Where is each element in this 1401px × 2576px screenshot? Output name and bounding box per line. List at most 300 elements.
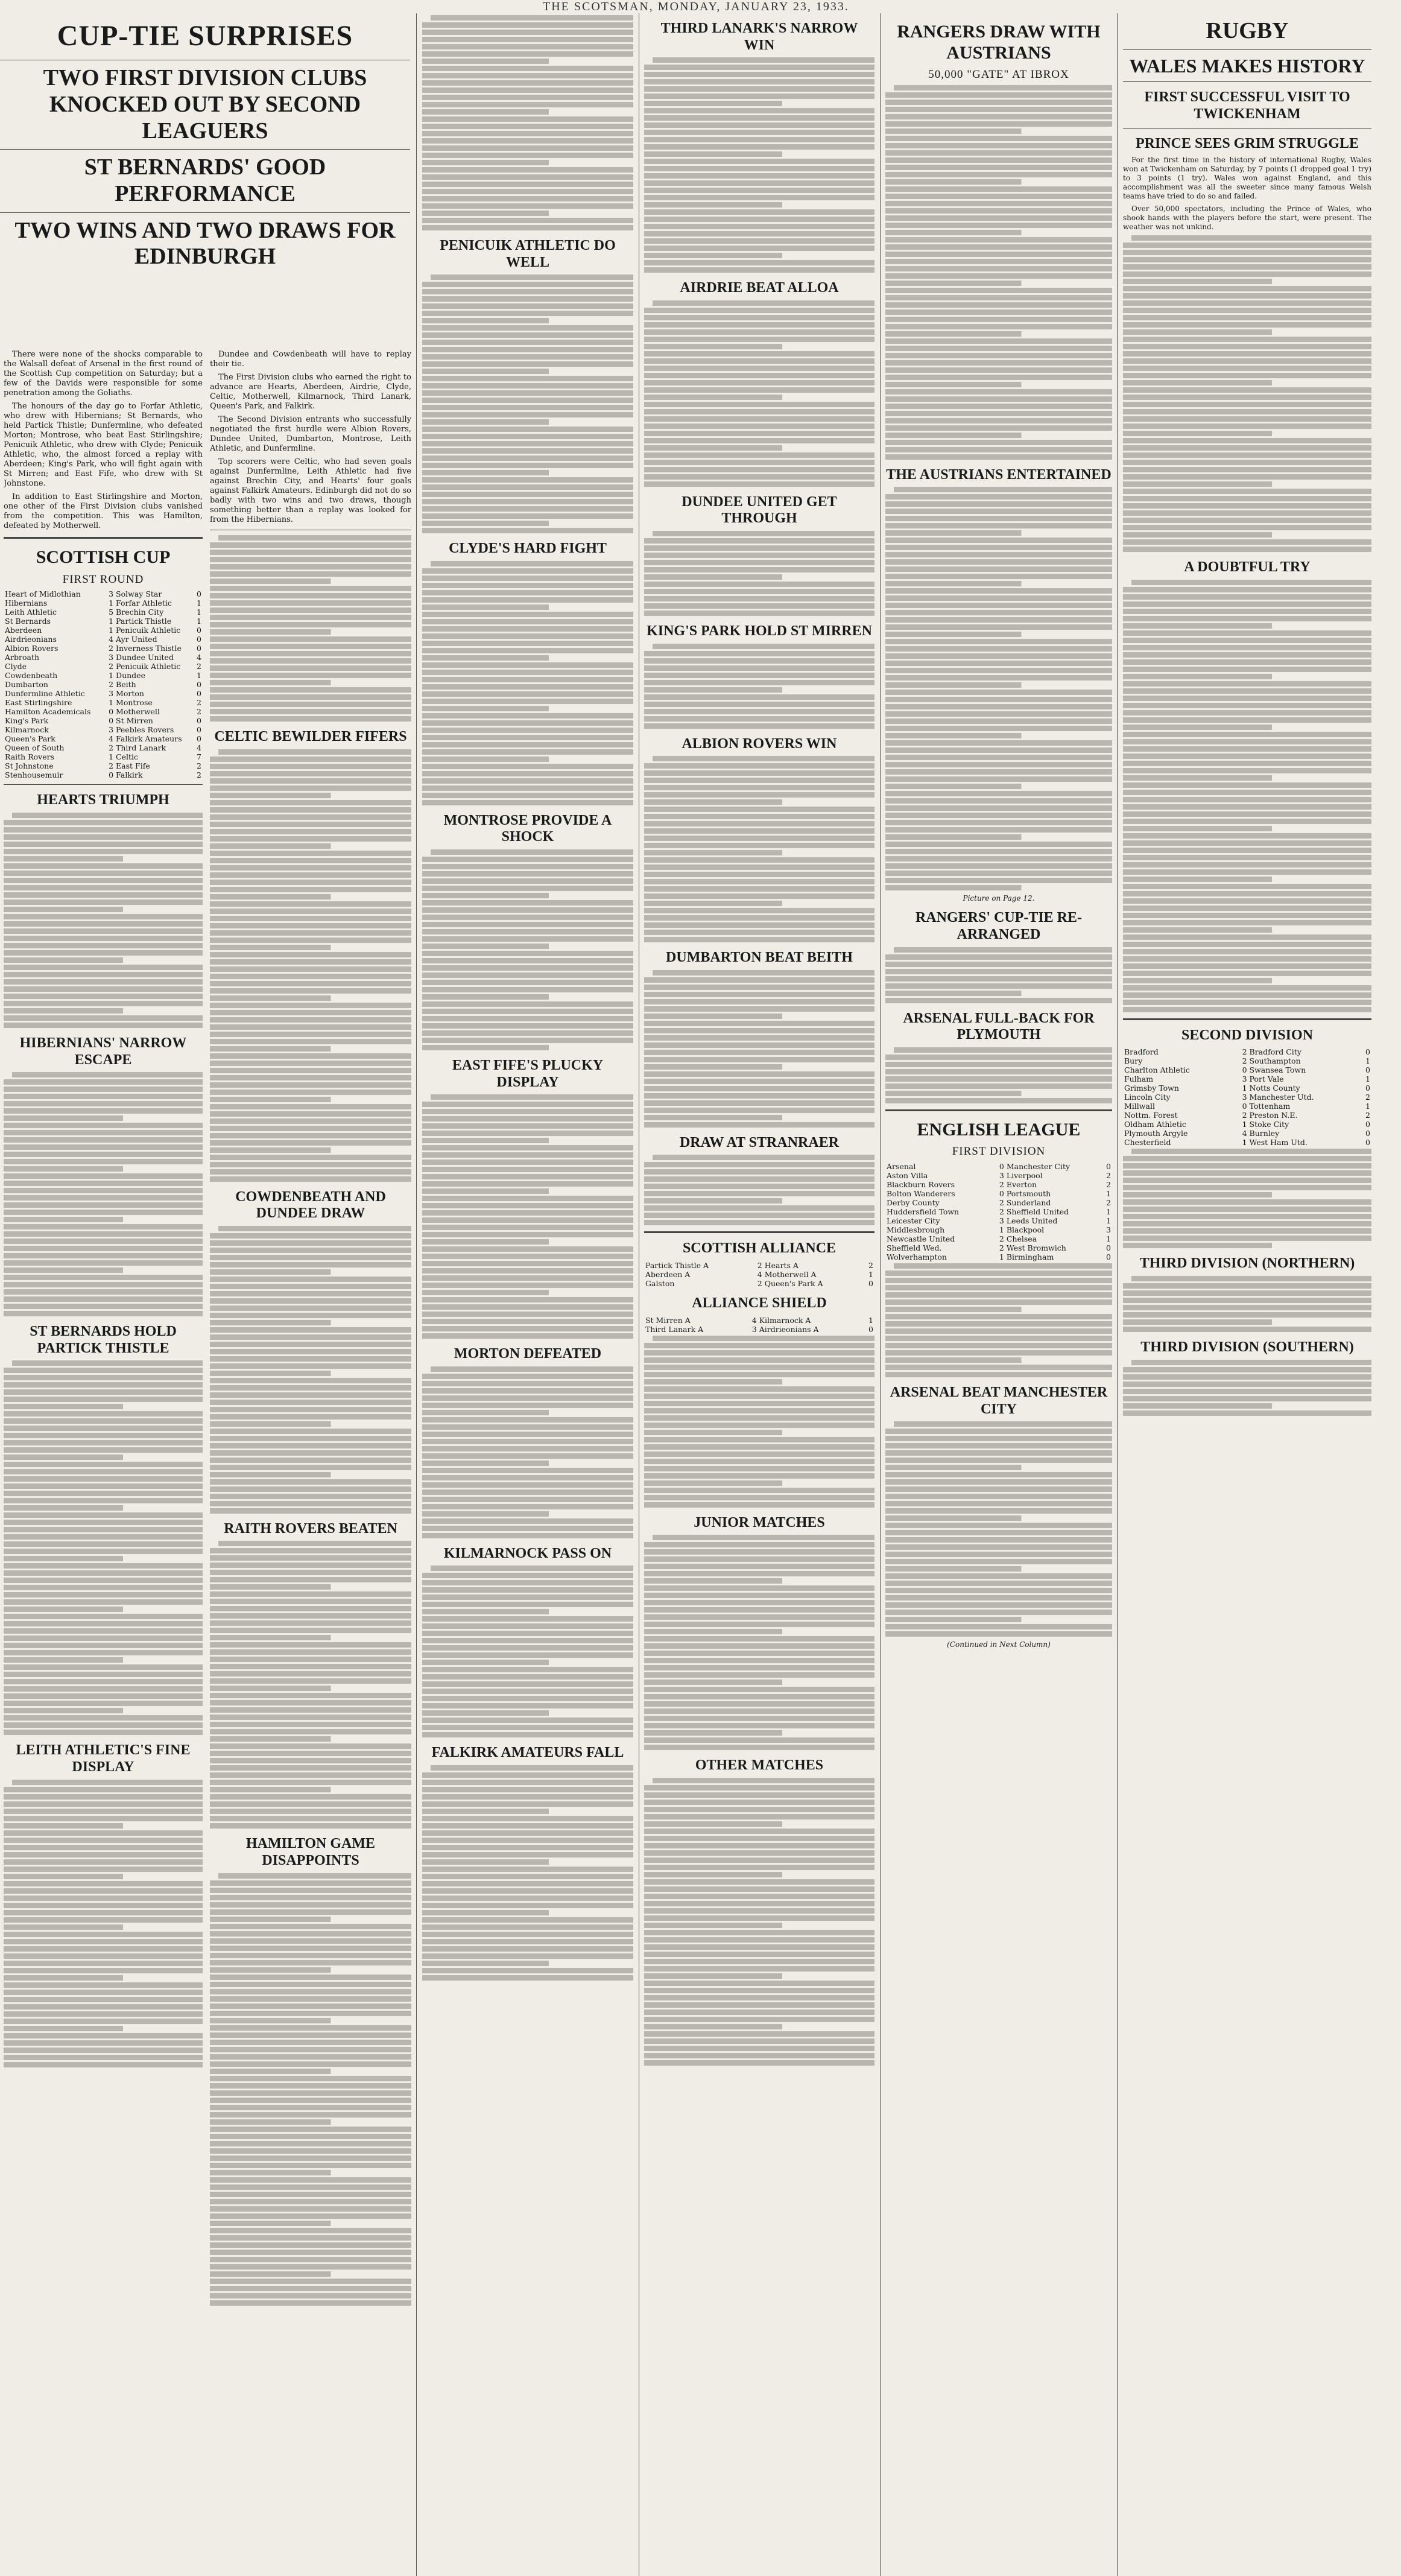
text-line	[644, 1981, 874, 1986]
text-line	[422, 1304, 633, 1310]
text-line	[644, 1542, 874, 1547]
section-heading: PENICUIK ATHLETIC DO WELL	[440, 238, 616, 270]
text-line	[422, 1533, 633, 1538]
text-line	[422, 30, 633, 35]
text-line	[644, 1843, 874, 1848]
text-line	[644, 231, 874, 236]
text-line	[422, 131, 633, 136]
text-line	[210, 1649, 411, 1655]
text-line	[422, 1038, 633, 1043]
text-line	[4, 856, 203, 861]
result-row	[885, 1216, 1112, 1225]
text-line	[1123, 898, 1371, 904]
section-heading: RAITH ROVERS BEATEN	[224, 1520, 397, 1537]
away-team: Solway Star	[116, 589, 162, 599]
text-line	[644, 79, 874, 84]
text-line	[644, 1785, 874, 1791]
text-line	[210, 1577, 411, 1582]
lead-paragraph: There were none of the shocks comparable to the Walsall defeat of Arsenal in the first round of the Scottish Cup competition on Saturday; but a few of the Davids were responsible for some penetration among the Goliaths.	[4, 350, 203, 398]
text-line	[422, 684, 633, 690]
text-line	[4, 1239, 203, 1244]
text-line	[885, 769, 1112, 775]
text-line	[422, 347, 633, 352]
text-line	[422, 1975, 633, 1981]
text-line	[422, 1181, 633, 1187]
text-line	[885, 776, 1112, 782]
text-line	[644, 836, 874, 841]
home-score: 2	[109, 680, 114, 690]
away-team: Dundee	[116, 671, 145, 680]
text-line	[644, 1959, 874, 1964]
text-line	[1123, 1185, 1371, 1190]
text-line	[644, 792, 874, 798]
text-line	[1123, 920, 1371, 925]
text-line	[422, 965, 633, 971]
result-row	[4, 653, 203, 662]
text-line	[4, 1023, 203, 1028]
home-score: 2	[1242, 1047, 1247, 1057]
text-line	[644, 611, 874, 616]
away-team: Peebles Rovers	[116, 725, 174, 735]
away-score: 0	[197, 689, 201, 699]
text-line	[210, 1909, 411, 1915]
article-body	[644, 644, 874, 729]
text-line	[885, 237, 1112, 243]
text-line	[210, 2257, 411, 2262]
english-league-subtitle: FIRST DIVISION	[952, 1145, 1046, 1158]
home-team: Queen of South	[5, 743, 65, 753]
away-score: 1	[1365, 1102, 1370, 1111]
text-line	[4, 1794, 203, 1800]
article-body	[422, 1366, 633, 1538]
column-1	[4, 350, 203, 2576]
text-line	[210, 2061, 411, 2067]
home-team: Hibernians	[5, 598, 48, 608]
text-line	[4, 1253, 203, 1258]
text-line	[1123, 1007, 1371, 1012]
away-team: Tottenham	[1249, 1102, 1291, 1111]
column-rule	[416, 13, 417, 2576]
text-line	[422, 771, 633, 776]
away-team: St Mirren	[116, 716, 153, 726]
text-line	[1123, 257, 1371, 262]
text-line	[422, 1203, 633, 1208]
text-line	[4, 1845, 203, 1850]
text-line	[1123, 667, 1371, 672]
away-score: 0	[1365, 1047, 1370, 1057]
text-line	[644, 582, 874, 587]
text-line	[210, 966, 411, 972]
text-line	[885, 516, 1112, 521]
text-line	[422, 44, 633, 49]
home-team: Nottm. Forest	[1124, 1111, 1178, 1120]
home-score: 0	[999, 1189, 1004, 1199]
text-line	[644, 101, 874, 106]
text-line	[422, 1453, 633, 1459]
text-line	[644, 908, 874, 913]
text-line	[210, 1450, 411, 1456]
text-line	[422, 1667, 633, 1672]
text-line	[644, 1915, 874, 1921]
text-line	[885, 784, 1112, 789]
away-team: Port Vale	[1249, 1074, 1284, 1084]
text-line	[210, 1693, 411, 1698]
text-line	[1123, 264, 1371, 270]
text-line	[422, 1417, 633, 1423]
home-score: 1	[109, 617, 114, 626]
result-row	[885, 1189, 1112, 1198]
text-line	[422, 1594, 633, 1600]
text-line	[422, 1968, 633, 1973]
text-line	[885, 1307, 1112, 1312]
home-score: 3	[109, 589, 114, 599]
text-line	[210, 1975, 411, 1980]
text-line	[1123, 942, 1371, 947]
text-line	[1123, 840, 1371, 846]
text-line	[1123, 609, 1371, 614]
text-line	[644, 1829, 874, 1834]
away-team: Blackpool	[1006, 1225, 1045, 1235]
text-line	[1123, 782, 1371, 788]
text-line	[422, 66, 633, 71]
league-table-body	[1123, 1149, 1371, 1248]
divider	[0, 149, 410, 150]
text-line	[644, 658, 874, 664]
text-line	[885, 740, 1112, 746]
text-line	[644, 1908, 874, 1914]
text-line	[422, 225, 633, 230]
text-line	[210, 1017, 411, 1023]
text-line	[210, 1635, 411, 1640]
text-line	[1123, 804, 1371, 810]
text-line	[422, 1388, 633, 1394]
text-line	[644, 1578, 874, 1584]
text-line	[1123, 424, 1371, 429]
home-team: St Bernards	[5, 617, 51, 626]
text-line	[210, 974, 411, 979]
text-line	[4, 1144, 203, 1150]
text-line	[1123, 587, 1371, 592]
text-line	[885, 545, 1112, 550]
text-line	[422, 706, 633, 711]
text-line	[4, 1289, 203, 1295]
text-line	[422, 1917, 633, 1923]
text-line	[885, 1595, 1112, 1600]
text-line	[885, 208, 1112, 214]
league-table-body	[885, 1263, 1112, 1377]
text-line	[644, 596, 874, 601]
result-row	[885, 1180, 1112, 1189]
text-line	[210, 1363, 411, 1369]
away-team: Queen's Park A	[764, 1278, 823, 1288]
text-line	[210, 1591, 411, 1597]
text-line	[644, 1607, 874, 1613]
home-score: 2	[757, 1278, 762, 1288]
text-line	[4, 1123, 203, 1128]
text-line	[4, 2019, 203, 2024]
text-line	[422, 1859, 633, 1865]
text-line	[210, 579, 411, 584]
text-line	[210, 1262, 411, 1267]
article-body	[4, 813, 203, 1028]
text-line	[422, 1254, 633, 1259]
text-line	[1123, 1290, 1371, 1296]
text-line	[422, 1689, 633, 1694]
text-line	[210, 814, 411, 820]
home-team: Clyde	[5, 662, 27, 671]
text-line	[422, 116, 633, 122]
text-line	[4, 957, 203, 963]
text-line	[4, 1498, 203, 1503]
text-line	[885, 1365, 1112, 1370]
away-team: East Fife	[116, 761, 150, 771]
text-line	[422, 641, 633, 646]
lead-paragraph: Top scorers were Celtic, who had seven goals against Dunfermline, Leith Athletic had five against Brechin City, and Hearts' four goals against Falkirk Amateurs. Edinburgh did not do so badly with two wins and two draws, though something better than a replay was looked for from the Hibernians.	[210, 457, 411, 524]
result-row	[1123, 1129, 1371, 1138]
text-line	[210, 1140, 411, 1146]
text-line	[885, 1559, 1112, 1564]
text-line	[4, 986, 203, 992]
text-line	[4, 1483, 203, 1489]
text-line	[1123, 688, 1371, 694]
text-line	[4, 1838, 203, 1843]
home-score: 0	[999, 1162, 1004, 1172]
text-line	[644, 467, 874, 472]
text-line	[210, 843, 411, 849]
text-line	[885, 114, 1112, 119]
text-line	[4, 1282, 203, 1287]
text-line	[422, 980, 633, 985]
text-line	[210, 945, 411, 950]
text-line	[4, 1433, 203, 1438]
text-line	[644, 65, 874, 70]
text-line	[644, 901, 874, 906]
column-6	[1123, 13, 1371, 2576]
text-line	[644, 260, 874, 265]
text-line	[1123, 467, 1371, 472]
text-line	[4, 1801, 203, 1807]
text-line	[210, 1888, 411, 1893]
text-line	[210, 1642, 411, 1648]
text-line	[422, 124, 633, 129]
text-line	[4, 1275, 203, 1280]
text-line	[644, 1220, 874, 1225]
text-line	[653, 531, 874, 536]
away-score: 1	[1365, 1056, 1370, 1066]
text-line	[210, 1548, 411, 1553]
text-line	[644, 445, 874, 451]
text-line	[422, 174, 633, 180]
text-line	[210, 2163, 411, 2168]
text-line	[1123, 366, 1371, 371]
text-line	[422, 470, 633, 475]
text-line	[644, 1857, 874, 1863]
text-line	[210, 1039, 411, 1044]
section-heading: ARSENAL FULL-BACK FOR PLYMOUTH	[903, 1010, 1095, 1043]
text-line	[422, 398, 633, 403]
text-line	[894, 1047, 1112, 1053]
text-line	[644, 1386, 874, 1392]
away-team: Forfar Athletic	[116, 598, 172, 608]
text-line	[885, 1465, 1112, 1470]
home-team: East Stirlingshire	[5, 698, 72, 708]
text-line	[1123, 594, 1371, 600]
text-line	[422, 886, 633, 891]
text-line	[210, 1269, 411, 1275]
home-team: Sheffield Wed.	[887, 1243, 942, 1253]
text-line	[885, 1321, 1112, 1327]
home-score: 2	[999, 1198, 1004, 1208]
text-line	[210, 1342, 411, 1347]
text-line	[210, 1291, 411, 1296]
text-line	[422, 282, 633, 287]
away-team: Falkirk	[116, 770, 143, 780]
text-line	[644, 553, 874, 558]
home-score: 3	[1242, 1093, 1247, 1102]
alliance-results	[644, 1261, 874, 1288]
away-score: 0	[197, 716, 201, 726]
text-line	[422, 109, 633, 115]
text-line	[4, 1701, 203, 1706]
away-score: 2	[197, 770, 201, 780]
text-line	[1123, 1283, 1371, 1289]
text-line	[885, 523, 1112, 528]
text-line	[210, 2199, 411, 2204]
text-line	[210, 778, 411, 784]
text-line	[4, 1643, 203, 1648]
text-line	[1131, 580, 1371, 585]
away-score: 0	[197, 635, 201, 644]
text-line	[210, 1816, 411, 1821]
away-team: Beith	[116, 680, 136, 690]
text-line	[422, 95, 633, 100]
home-team: Charlton Athletic	[1124, 1065, 1190, 1075]
text-line	[4, 863, 203, 869]
text-line	[4, 849, 203, 854]
article-body	[885, 1047, 1112, 1103]
text-line	[422, 1867, 633, 1872]
away-score: 0	[197, 644, 201, 653]
text-line	[422, 778, 633, 784]
text-line	[1123, 761, 1371, 766]
text-line	[885, 726, 1112, 731]
text-line	[885, 885, 1112, 890]
text-line	[644, 574, 874, 580]
home-score: 3	[751, 1324, 757, 1334]
article-body	[4, 1780, 203, 2067]
text-line	[4, 914, 203, 919]
text-line	[210, 1313, 411, 1318]
text-line	[422, 1275, 633, 1281]
text-line	[644, 1836, 874, 1841]
league-table-body	[1123, 1276, 1371, 1332]
continued-note: (Continued in Next Column)	[947, 1640, 1051, 1649]
section-heading: CLYDE'S HARD FIGHT	[449, 541, 607, 557]
result-row	[644, 1325, 874, 1334]
text-line	[885, 425, 1112, 431]
text-line	[644, 1365, 874, 1370]
text-line	[210, 1298, 411, 1304]
text-line	[644, 1643, 874, 1649]
text-line	[210, 1924, 411, 1929]
text-line	[422, 434, 633, 439]
text-line	[4, 1541, 203, 1547]
text-line	[1123, 681, 1371, 687]
text-line	[885, 1299, 1112, 1305]
home-score: 1	[999, 1225, 1004, 1235]
text-line	[210, 1436, 411, 1441]
away-team: Sunderland	[1006, 1198, 1051, 1208]
text-line	[4, 1217, 203, 1222]
home-score: 2	[109, 644, 114, 653]
text-line	[1123, 315, 1371, 320]
away-team: Dundee United	[116, 653, 174, 662]
result-row	[4, 770, 203, 779]
text-line	[4, 1874, 203, 1879]
text-line	[644, 651, 874, 656]
divider	[644, 1231, 874, 1233]
text-line	[422, 1953, 633, 1959]
article-body	[422, 561, 633, 805]
text-line	[644, 930, 874, 935]
text-line	[12, 1780, 203, 1785]
text-line	[4, 1231, 203, 1237]
text-line	[644, 329, 874, 335]
text-line	[644, 665, 874, 671]
away-score: 0	[197, 589, 201, 599]
away-score: 2	[1365, 1093, 1370, 1102]
text-line	[210, 1946, 411, 1951]
text-line	[1123, 601, 1371, 607]
text-line	[885, 1076, 1112, 1082]
text-line	[644, 217, 874, 222]
text-line	[422, 340, 633, 345]
text-line	[885, 157, 1112, 163]
text-line	[1131, 1149, 1371, 1154]
text-line	[210, 1075, 411, 1080]
text-line	[210, 1501, 411, 1506]
text-line	[210, 880, 411, 885]
text-line	[885, 1314, 1112, 1319]
text-line	[1123, 913, 1371, 918]
text-line	[1123, 717, 1371, 723]
home-score: 1	[999, 1252, 1004, 1262]
text-line	[210, 2025, 411, 2031]
text-line	[653, 1535, 874, 1540]
text-line	[644, 1191, 874, 1196]
text-line	[210, 2105, 411, 2110]
text-line	[210, 2293, 411, 2298]
text-line	[4, 1563, 203, 1569]
text-line	[210, 1068, 411, 1073]
text-line	[422, 728, 633, 733]
column-rule	[1117, 13, 1118, 2576]
text-line	[644, 2024, 874, 2029]
text-line	[644, 159, 874, 164]
text-line	[885, 1271, 1112, 1276]
home-score: 0	[109, 770, 114, 780]
text-line	[644, 1480, 874, 1486]
text-line	[422, 893, 633, 898]
text-line	[4, 950, 203, 956]
home-team: Lincoln City	[1124, 1093, 1171, 1102]
text-line	[4, 1823, 203, 1829]
text-line	[210, 1126, 411, 1131]
text-line	[1131, 1276, 1371, 1281]
scottish-cup-results	[4, 589, 203, 779]
text-line	[210, 2090, 411, 2096]
text-line	[4, 1418, 203, 1424]
